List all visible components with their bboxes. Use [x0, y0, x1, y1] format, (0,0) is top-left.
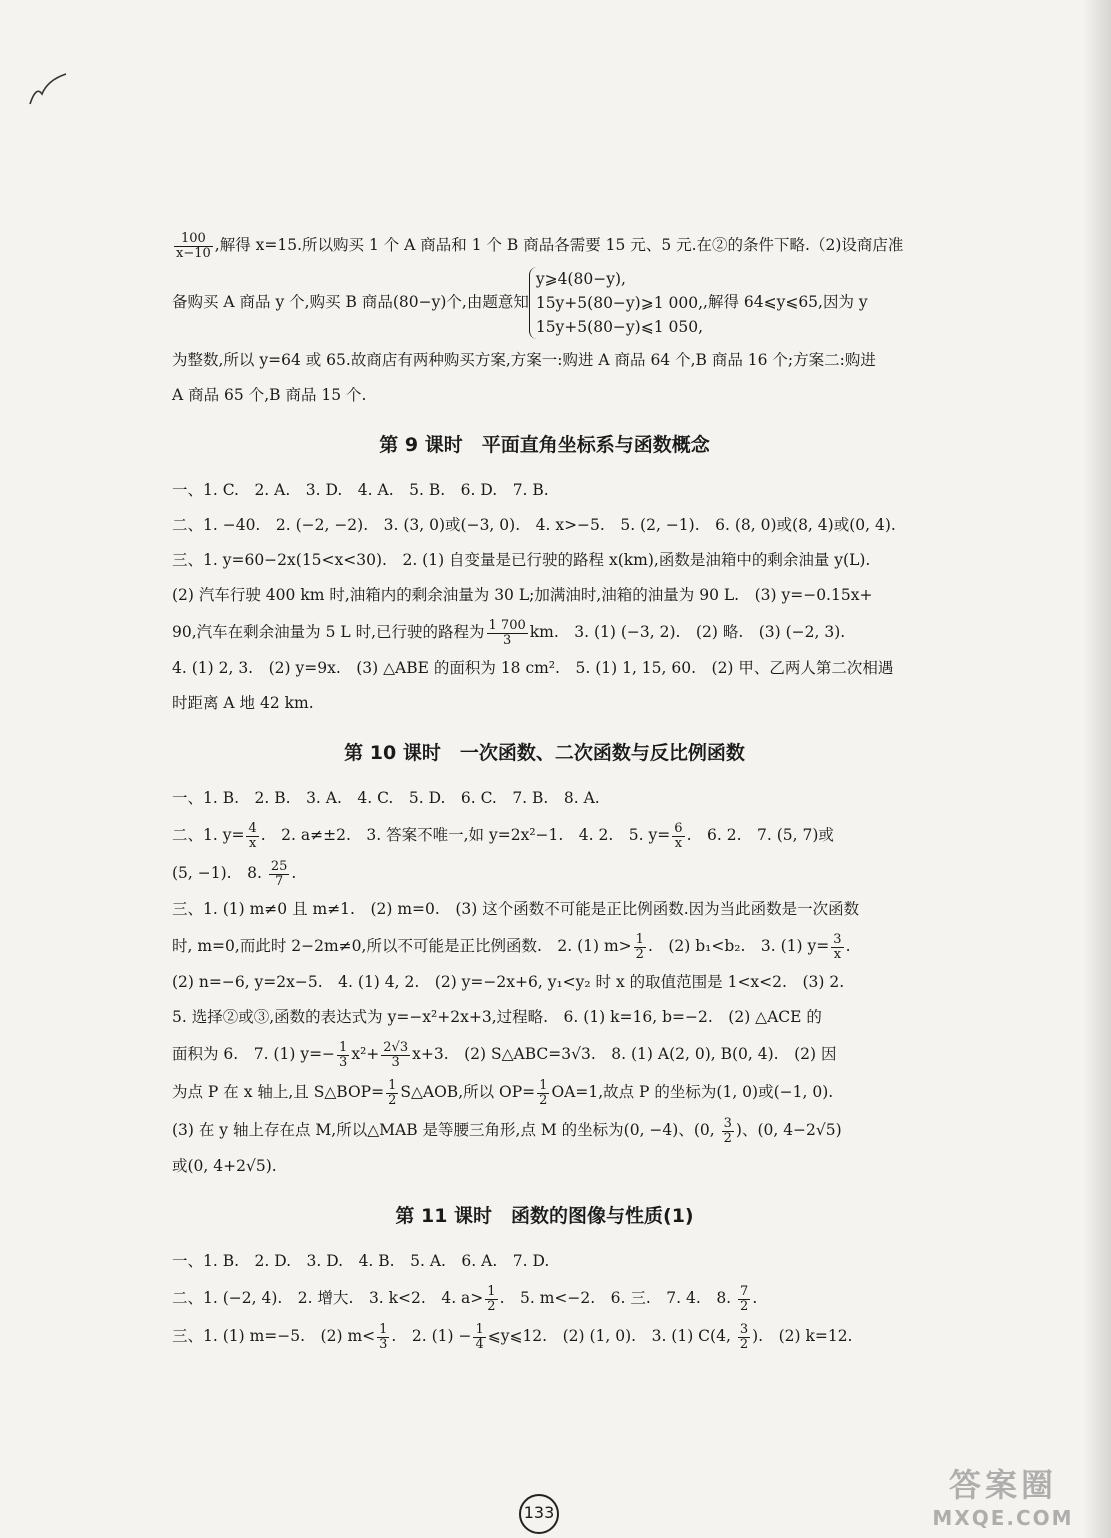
text-line: 三、1. y=60−2x(15<x<30). 2. (1) 自变量是已行驶的路程 x(km),函数是油箱中的剩余油量 y(L). [172, 551, 871, 569]
fraction: $\frac{1}{2}$ [487, 1283, 496, 1314]
text-line: 一、1. B. 2. B. 3. A. 4. C. 5. D. 6. C. 7. B. 8. A. [172, 789, 600, 807]
fraction: $\frac{6}{x}$ [674, 820, 683, 851]
text-line: 二、1. y= $\frac{4}{x}$ . 2. a≠±2. 3. 答案不唯一,如 y=2x²−1. 4. 2. 5. y= $\frac{6}{x}$ . 6. 2. 7. (5, 7)或 [172, 820, 834, 851]
fraction: $\frac{7}{2}$ [740, 1283, 749, 1314]
fraction: $\frac{4}{x}$ [248, 820, 257, 851]
text-line: 一、1. B. 2. D. 3. D. 4. B. 5. A. 6. A. 7. D. [172, 1252, 550, 1270]
watermark-logo: 答案圈 MXQE.COM [932, 1466, 1074, 1530]
text-line: 备购买 A 商品 y 个,购买 B 商品(80−y)个,由题意知 y⩾4(80−y), 15y+5(80−y)⩾1 000, 15y+5(80−y)⩽1 050, ,解得 64⩽y⩽65,因为 y [172, 267, 917, 339]
fraction: $\frac{1}{2}$ [388, 1077, 397, 1108]
text-line: 面积为 6. 7. (1) y=− $\frac{1}{3}$ x²+ $\frac{2√3}{3}$ x+3. (2) S△ABC=3√3. 8. (1) A(2, 0), B(0, 4). (2) 因 [172, 1039, 837, 1070]
text-line: (3) 在 y 轴上存在点 M,所以△MAB 是等腰三角形,点 M 的坐标为(0, −4)、(0, $\frac{3}{2}$ )、(0, 4−2√5) [172, 1115, 842, 1146]
text-line: 为点 P 在 x 轴上,且 S△BOP= $\frac{1}{2}$ S△AOB,所以 OP= $\frac{1}{2}$ OA=1,故点 P 的坐标为(1, 0)或(−1, 0). [172, 1077, 834, 1108]
fraction: $\frac{3}{x}$ [833, 931, 842, 962]
text-line: (5, −1). 8. $\frac{25}{7}$ . [172, 858, 297, 889]
fraction: $\frac{1}{2}$ [539, 1077, 548, 1108]
text-line: (2) 汽车行驶 400 km 时,油箱内的剩余油量为 30 L;加满油时,油箱的油量为 90 L. (3) y=−0.15x+ [172, 586, 873, 604]
fraction: $\frac{1}{3}$ [339, 1039, 348, 1070]
text-line: 4. (1) 2, 3. (2) y=9x. (3) △ABE 的面积为 18 cm². 5. (1) 1, 15, 60. (2) 甲、乙两人第二次相遇 [172, 659, 894, 677]
text-line: 三、1. (1) m=−5. (2) m< $\frac{1}{3}$ . 2. (1) − $\frac{1}{4}$ ⩽y⩽12. (2) (1, 0). 3. (1) C(4, $\frac{3}{2}$ ). (2) k=12. [172, 1321, 853, 1352]
lesson-9-title: 第 9 课时 平面直角坐标系与函数概念 [379, 434, 710, 456]
answer-content [172, 228, 917, 1355]
text-line: 5. 选择②或③,函数的表达式为 y=−x²+2x+3,过程略. 6. (1) k=16, b=−2. (2) △ACE 的 [172, 1008, 822, 1026]
fraction: $\frac{3}{2}$ [739, 1321, 749, 1352]
fraction: $\frac{1}{3}$ [379, 1321, 388, 1352]
text-line: 时, m=0,而此时 2−2m≠0,所以不可能是正比例函数. 2. (1) m> $\frac{1}{2}$ . (2) b₁<b₂. 3. (1) y= $\frac{3}{x}$ . [172, 931, 851, 962]
text-line: 或(0, 4+2√5). [172, 1157, 277, 1175]
page-number: 133 [519, 1494, 559, 1534]
text-line: 二、1. (−2, 4). 2. 增大. 3. k<2. 4. a> $\frac{1}{2}$ . 5. m<−2. 6. 三. 7. 4. 8. $\frac{7}{2}$ . [172, 1283, 758, 1314]
text-line: 为整数,所以 y=64 或 65.故商店有两种购买方案,方案一:购进 A 商品 64 个,B 商品 16 个;方案二:购进 [172, 351, 876, 369]
text-line: 三、1. (1) m≠0 且 m≠1. (2) m=0. (3) 这个函数不可能是正比例函数.因为当此函数是一次函数 [172, 900, 860, 918]
fraction: $\frac{1 700}{3}$ [488, 617, 526, 648]
lesson-10-title: 第 10 课时 一次函数、二次函数与反比例函数 [344, 742, 745, 764]
text-line: $\frac{100}{x-10}$ ,解得 x=15.所以购买 1 个 A 商品和 1 个 B 商品各需要 15 元、5 元.在②的条件下略.（2)设商店准 [176, 230, 904, 261]
pen-stroke-mark [28, 72, 68, 108]
text-line: A 商品 65 个,B 商品 15 个. [172, 386, 367, 404]
fraction: $\frac{100}{x-10}$ [176, 230, 211, 261]
page-edge-shadow [1083, 0, 1111, 1538]
text-line: (2) n=−6, y=2x−5. 4. (1) 4, 2. (2) y=−2x+6, y₁<y₂ 时 x 的取值范围是 1<x<2. (3) 2. [172, 973, 845, 991]
fraction: $\frac{2√3}{3}$ [383, 1039, 409, 1070]
fraction: $\frac{1}{4}$ [475, 1321, 484, 1352]
text-line: 90,汽车在剩余油量为 5 L 时,已行驶的路程为 $\frac{1 700}{3}$ km. 3. (1) (−3, 2). (2) 略. (3) (−2, 3). [172, 617, 846, 648]
inequality-system: y⩾4(80−y), 15y+5(80−y)⩾1 000, 15y+5(80−y)⩽1 050, [529, 267, 703, 339]
text-line: 一、1. C. 2. A. 3. D. 4. A. 5. B. 6. D. 7. B. [172, 481, 549, 499]
text-line: 时距离 A 地 42 km. [172, 694, 314, 712]
text-line: 二、1. −40. 2. (−2, −2). 3. (3, 0)或(−3, 0). 4. x>−5. 5. (2, −1). 6. (8, 0)或(8, 4)或(0, 4). [172, 516, 896, 534]
fraction: $\frac{1}{2}$ [635, 931, 644, 962]
fraction: $\frac{25}{7}$ [270, 858, 288, 889]
lesson-11-title: 第 11 课时 函数的图像与性质(1) [395, 1205, 694, 1227]
fraction: $\frac{3}{2}$ [723, 1115, 732, 1146]
